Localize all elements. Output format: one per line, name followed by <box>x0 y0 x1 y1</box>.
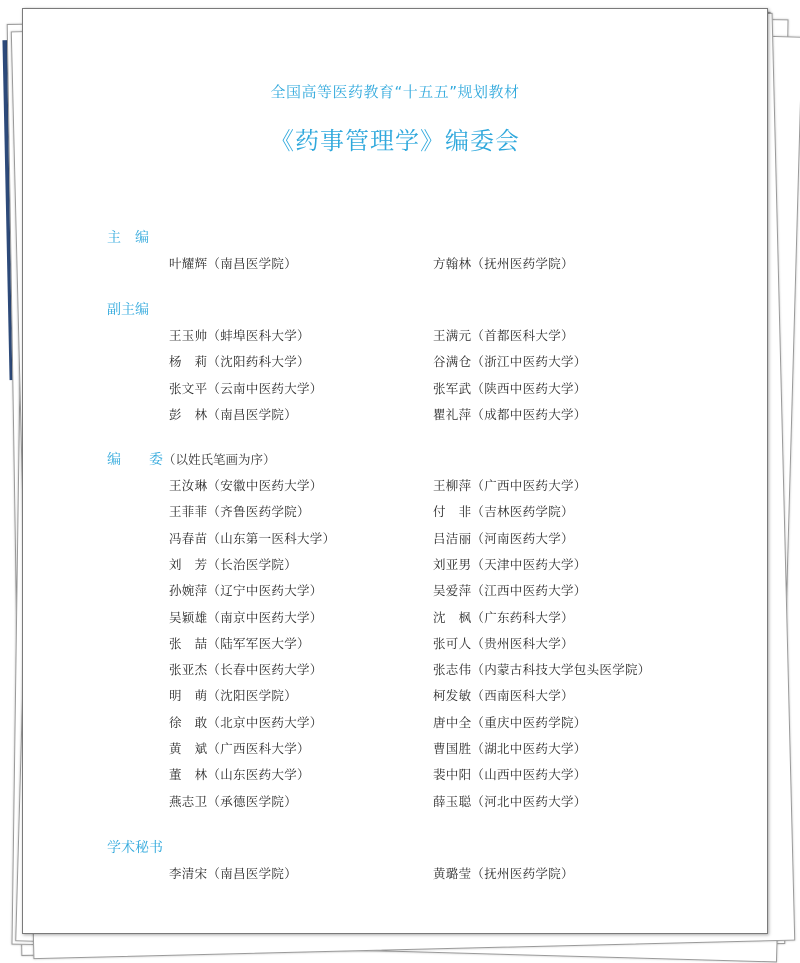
member-entry: 吴颖雄（南京中医药大学） <box>169 609 323 625</box>
member-entry: 张亚杰（长春中医药大学） <box>169 662 323 678</box>
member-entry: 吕洁丽（河南医药大学） <box>433 530 574 546</box>
member-entry: 付 非（吉林医药学院） <box>433 504 574 520</box>
member-entry: 曹国胜（湖北中医药大学） <box>433 741 587 756</box>
member-entry: 徐 敢（北京中医药大学） <box>169 714 323 730</box>
member-entry: 叶耀辉（南昌医学院） <box>169 256 298 271</box>
member-entry: 张 喆（陆军军医大学） <box>169 635 310 651</box>
member-entry: 王玉帅（蚌埠医科大学） <box>169 328 310 343</box>
member-entry: 孙婉萍（辽宁中医药大学） <box>169 583 323 599</box>
section-heading <box>107 837 163 857</box>
section-heading <box>107 227 149 247</box>
section-heading <box>107 299 149 319</box>
member-entry: 张军武（陕西中医药大学） <box>433 380 587 396</box>
member-entry: 王满元（首都医科大学） <box>433 328 574 343</box>
member-entry: 黄 斌（广西医科大学） <box>169 741 310 756</box>
page-title: 《药事管理学》编委会 <box>270 127 520 155</box>
section-heading-text: 副主编 <box>107 302 149 318</box>
member-entry: 柯发敏（西南医科大学） <box>433 688 574 704</box>
member-entry: 方翰林（抚州医药学院） <box>433 256 574 271</box>
member-entry: 吴爱萍（江西中医药大学） <box>433 583 587 599</box>
document-page <box>22 8 768 934</box>
member-entry: 瞿礼萍（成都中医药大学） <box>433 406 587 422</box>
member-entry: 杨 莉（沈阳药科大学） <box>169 354 310 370</box>
member-entry: 谷满仓（浙江中医药大学） <box>433 354 587 370</box>
member-entry: 张志伟（内蒙古科技大学包头医学院） <box>433 662 651 678</box>
section-heading-text: 主 编 <box>107 230 149 246</box>
series-title: 全国高等医药教育“十五五”规划教材 <box>270 83 520 101</box>
member-entry: 薛玉聪（河北中医药大学） <box>433 793 587 809</box>
member-entry: 明 萌（沈阳医学院） <box>169 688 298 704</box>
section-heading-note: （以姓氏笔画为序） <box>163 452 276 467</box>
member-entry: 王汝琳（安徽中医药大学） <box>169 478 323 493</box>
member-entry: 刘 芳（长治医学院） <box>169 556 298 572</box>
member-entry: 李清宋（南昌医学院） <box>169 866 298 881</box>
member-entry: 张可人（贵州医科大学） <box>433 635 574 651</box>
section-heading-text: 编 委 <box>107 452 163 468</box>
member-entry: 燕志卫（承德医学院） <box>169 793 298 809</box>
member-entry: 黄璐莹（抚州医药学院） <box>433 866 574 881</box>
member-entry: 刘亚男（天津中医药大学） <box>433 556 587 572</box>
section-heading <box>107 449 276 469</box>
member-entry: 沈 枫（广东药科大学） <box>433 609 574 625</box>
section-heading-text: 学术秘书 <box>107 840 163 856</box>
member-entry: 彭 林（南昌医学院） <box>169 406 298 422</box>
member-entry: 裴中阳（山西中医药大学） <box>433 767 587 783</box>
member-entry: 冯春苗（山东第一医科大学） <box>169 530 336 546</box>
member-entry: 唐中全（重庆中医药学院） <box>433 714 587 730</box>
member-entry: 王菲菲（齐鲁医药学院） <box>169 504 310 520</box>
member-entry: 董 林（山东医药大学） <box>169 767 310 783</box>
member-entry: 王柳萍（广西中医药大学） <box>433 478 587 493</box>
member-entry: 张文平（云南中医药大学） <box>169 380 323 396</box>
